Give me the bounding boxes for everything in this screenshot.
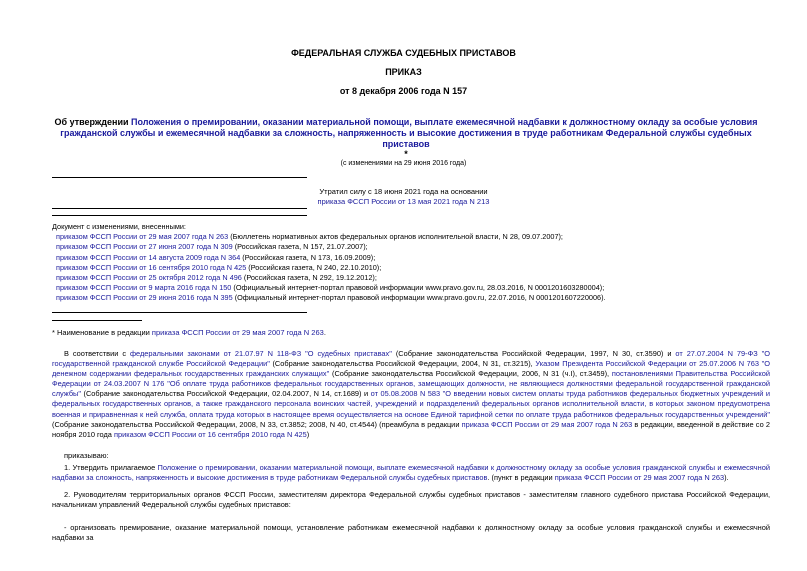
- footnote-divider: [52, 320, 142, 321]
- list-item: приказом ФССП России от 29 июня 2016 года N 395 (Официальный интернет-портал правовой информации www.pravo.gov.ru, 22.07.2016, N 0001201607220006).: [56, 293, 606, 303]
- list-item: приказом ФССП России от 27 июня 2007 года N 309 (Российская газета, N 157, 21.07.2007);: [56, 242, 368, 252]
- resolution-link-583[interactable]: от 05.08.2008 N 583 "О введении новых систем оплаты труда работников федеральных бюджетных учреждений и федеральных государственных органов, а также гражданского персонала воинских частей, учреждений и подразделений федеральных органов исполнительной власти, в которых законом предусмотрена военная и приравненная к ней служба, оплата труда которых в настоящее время осуществляется на основе Единой тарифной сетки по оплате труда работников федеральных государственных учреждений": [52, 389, 770, 419]
- list-item: приказом ФССП России от 29 мая 2007 года N 263 (Бюллетень нормативных актов федеральных органов исполнительной власти, N 28, 09.07.2007);: [56, 232, 563, 242]
- preamble: В соответствии с федеральными законами от 21.07.97 N 118-ФЗ "О судебных приставах" (Собрание законодательства Российской Федерации, 1997, N 30, ст.3590) и от 27.07.2004 N 79-ФЗ "О государственной гражданской службе Российской Федерации" (Собрание законодательства Российской Федерации, 2004, N 31, ст.3215), Указом Президента Российской Федерации от 25.07.2006 N 763 "О денежном содержании федеральных государственных гражданских служащих" (Собрание законодательства Российской Федерации, 2006, N 31 (ч.I), ст.3459), постановлениями Правительства Российской Федерации от 24.03.2007 N 176 "Об оплате труда работников федеральных государственных органов, замещающих должности, не являющиеся должностями федеральной государственной гражданской службы" (Собрание законодательства Российской Федерации, 02.04.2007, N 14, ст.1689) и от 05.08.2008 N 583 "О введении новых систем оплаты труда работников федеральных бюджетных учреждений и федеральных государственных органов, а также гражданского персонала воинских частей, учреждений и подразделений федеральных органов исполнительной власти, в которых законом предусмотрена военная и приравненная к ней служба, оплата труда которых в настоящее время осуществляется на основе Единой тарифной сетки по оплате труда работников федеральных государственных учреждений" (Собрание законодательства Российской Федерации, 2008, N 33, ст.3852; 2008, N 40, ст.4544) (преамбула в редакции приказа ФССП России от 29 мая 2007 года N 263 в редакции, введенной в действие со 2 ноября 2010 года приказом ФССП России от 16 сентября 2010 года N 425): [52, 349, 771, 439]
- paragraph-2: 2. Руководителям территориальных органов ФССП России, заместителям директора Федеральной службы судебных приставов - заместителям главного судебного пристава Российской Федерации, начальникам управлений Федеральной службы судебных приставов:: [52, 490, 770, 510]
- agency-name: ФЕДЕРАЛЬНАЯ СЛУЖБА СУДЕБНЫХ ПРИСТАВОВ: [291, 48, 516, 58]
- amendment-link[interactable]: приказом ФССП России от 29 мая 2007 года N 263: [56, 232, 229, 242]
- list-item: приказом ФССП России от 14 августа 2009 года N 364 (Российская газета, N 173, 16.09.2009);: [56, 252, 376, 262]
- doc-type: ПРИКАЗ: [385, 67, 422, 77]
- decree-link-763[interactable]: Указом Президента Российской Федерации от 25.07.2006 N 763 "О денежном содержании федеральных государственных гражданских служащих": [52, 359, 770, 379]
- title-prefix: Об утверждении: [54, 117, 132, 127]
- law-link-118[interactable]: федеральными законами от 21.07.97 N 118-ФЗ "О судебных приставах": [129, 349, 392, 358]
- divider: [52, 177, 307, 178]
- amendments-intro: Документ с изменениями, внесенными:: [52, 222, 186, 231]
- doc-date: от 8 декабря 2006 года N 157: [339, 86, 468, 96]
- amendment-link[interactable]: приказом ФССП России от 25 октября 2012 года N 496: [56, 273, 242, 283]
- amendment-link[interactable]: приказом ФССП России от 16 сентября 2010 года N 425: [56, 262, 247, 272]
- document-title: [50, 117, 762, 158]
- invalid-note: Утратил силу с 18 июня 2021 года на основании: [319, 187, 488, 196]
- amendment-link[interactable]: приказом ФССП России от 29 июня 2016 года N 395: [56, 293, 233, 303]
- divider: [52, 208, 307, 209]
- order-link-425[interactable]: приказом ФССП России от 16 сентября 2010 года N 425: [113, 429, 307, 439]
- footnote-link[interactable]: приказа ФССП России от 29 мая 2007 года N 263: [151, 328, 324, 337]
- divider: [52, 312, 307, 313]
- amendments-list: [52, 222, 752, 304]
- resolution-link-176[interactable]: постановлениями Правительства Российской Федерации от 24.03.2007 N 176 "Об оплате труда работников федеральных государственных органов, замещающих должности, не являющиеся должностями федеральной государственной гражданской службы": [52, 369, 770, 399]
- paragraph-1: 1. Утвердить прилагаемое Положение о премировании, оказании материальной помощи, выплате ежемесячной надбавки к должностному окладу за особые условия гражданской службы и ежемесячной надбавки за сложность, напряженность и высокие достижения в труде работникам Федеральной службы судебных приставов. (пункт в редакции приказа ФССП России от 29 мая 2007 года N 263).: [52, 463, 770, 483]
- paragraph-3: - организовать премирование, оказание материальной помощи, установление работникам ежемесячной надбавки к должностному окладу за особые условия гражданской службы и ежемесячной надбавки за: [52, 523, 770, 543]
- regulation-link[interactable]: Положение о премировании, оказании материальной помощи, выплате ежемесячной надбавки к должностному окладу за особые условия гражданской службы и ежемесячной надбавки за сложность, напряженность и высокие достижения в труде работникам Федеральной службы судебных приставов: [52, 463, 770, 483]
- amendment-link[interactable]: приказом ФССП России от 27 июня 2007 года N 309: [56, 242, 233, 252]
- law-link-79[interactable]: от 27.07.2004 N 79-ФЗ "О государственной гражданской службе Российской Федерации": [52, 349, 771, 369]
- list-item: приказом ФССП России от 25 октября 2012 года N 496 (Российская газета, N 292, 19.12.2012);: [56, 273, 377, 283]
- divider: [52, 215, 307, 216]
- list-item: приказом ФССП России от 9 марта 2016 года N 150 (Официальный интернет-портал правовой информации www.pravo.gov.ru, 28.03.2016, N 0001201603280004);: [56, 283, 605, 293]
- order-link-263[interactable]: приказа ФССП России от 29 мая 2007 года N 263: [461, 419, 633, 429]
- amendment-link[interactable]: приказом ФССП России от 9 марта 2016 года N 150: [56, 283, 232, 293]
- title-asterisk: *: [404, 149, 408, 159]
- invalid-link[interactable]: приказа ФССП России от 13 мая 2021 года N 213: [317, 197, 490, 206]
- invalid-link-row: [0, 197, 807, 207]
- title-link[interactable]: Положения о премировании, оказании материальной помощи, выплате ежемесячной надбавки к должностному окладу за особые условия гражданской службы и ежемесячной надбавки за сложность, напряженность и высокие достижения в труде работникам Федеральной службы судебных приставов: [60, 117, 758, 149]
- order-word: приказываю:: [64, 451, 109, 460]
- amendment-link[interactable]: приказом ФССП России от 14 августа 2009 года N 364: [56, 252, 241, 262]
- changes-note: (с изменениями на 29 июня 2016 года): [340, 160, 467, 167]
- footnote: * Наименование в редакции приказа ФССП России от 29 мая 2007 года N 263.: [52, 328, 326, 337]
- order-link-263-p1[interactable]: приказа ФССП России от 29 мая 2007 года N 263: [554, 473, 725, 483]
- list-item: приказом ФССП России от 16 сентября 2010 года N 425 (Российская газета, N 240, 22.10.2010);: [56, 262, 382, 272]
